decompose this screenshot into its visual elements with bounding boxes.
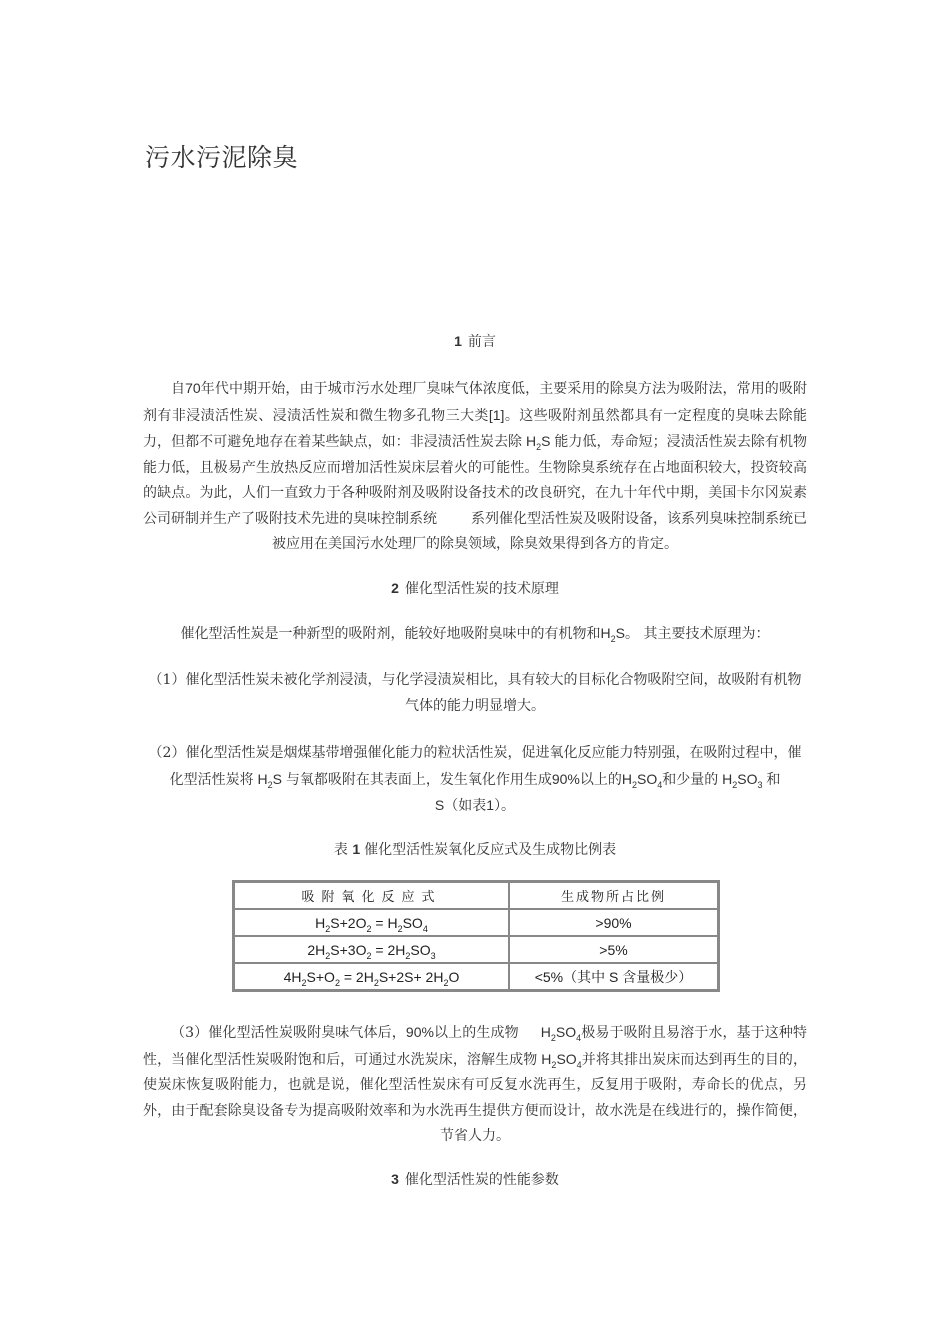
ratio-cell: >5% [509,936,718,963]
principle-2: （2）催化型活性炭是烟煤基带增强催化能力的粒状活性炭，促进氧化反应能力特别强，在吸附过程中，催化型活性炭将 $H_2S$ 与氧都吸附在其表面上，发生氧化作用生成90%以上的$H_2SO_4$和少量的 $H_2SO_3$ 和 S（如表1）。 [148,745,802,814]
ratio-cell: >90% [509,909,718,936]
table-row [234,963,718,990]
table-header-row [234,882,718,909]
table-header-cell: 生成物所占比例 [509,882,718,909]
principle-1: （1）催化型活性炭未被化学剂浸渍，与化学浸渍炭相比，具有较大的目标化合物吸附空间，故吸附有机物气体的能力明显增大。 [148,672,802,714]
formula-h2so3: $H_2SO_3$ [718,770,763,790]
table-row [234,936,718,963]
formula-h2so4: $H_2SO_4$ [621,770,663,790]
formula-h2so4: $H_2SO_4$ [540,1024,582,1043]
section-heading-2 [0,578,950,598]
section-heading-1 [0,331,950,351]
page-title: 污水污泥除臭 [145,143,299,172]
table-header-cell: 吸附氧化反应式 [234,882,509,909]
reaction-formula: $4H_2S+O_2 = 2H_2S+2S+ 2H_2O$ [234,963,509,990]
table-caption: 表 1 催化型活性炭氧化反应式及生成物比例表 [333,841,617,858]
section-number: 1 [454,333,462,349]
reaction-table [232,880,720,992]
formula-h2s: $H_2S$ [253,770,286,790]
principle-intro: 催化型活性炭是一种新型的吸附剂，能较好地吸附臭味中的有机物和$H_2S$。 其主要技术原理为： [180,625,770,644]
principle-3: （3）催化型活性炭吸附臭味气体后，90%以上的生成物 $H_2SO_4$极易于吸附且易溶于水，基于这种特性，当催化型活性炭吸附饱和后，可通过水洗炭床，溶解生成物 $H_2SO_4$并将其排出炭床而达到再生的目的，使炭床恢复吸附能力，也就是说，催化型活性炭床有可反复水洗再生，反复用于吸附，寿命长的优点，另外，由于配套除臭设备专为提高吸附效率和为水洗再生提供方便而设计，故水洗是在线进行的，操作简便，节省人力。 [143,1024,808,1144]
section-heading-3 [0,1169,950,1189]
reaction-formula: $H_2S+2O_2 = H_2SO_4$ [234,909,509,936]
section-title: 催化型活性炭的性能参数 [404,1172,559,1188]
formula-h2s: $H_2S$ [600,625,626,644]
section-number: 3 [391,1171,399,1187]
section-title: 前言 [467,334,496,350]
formula-h2s: $H_2S$ [522,433,555,452]
table-row [234,909,718,936]
ratio-cell: <5%（其中 S 含量极少） [509,963,718,990]
formula-h2so4: $H_2SO_4$ [537,1050,582,1070]
section-number: 2 [391,580,399,596]
reaction-formula: $2H_2S+3O_2 = 2H_2SO_3$ [234,936,509,963]
section-title: 催化型活性炭的技术原理 [404,581,559,597]
intro-paragraph: 自70年代中期开始，由于城市污水处理厂臭味气体浓度低，主要采用的除臭方法为吸附法，常用的吸附剂有非浸渍活性炭、浸渍活性炭和微生物多孔物三大类[1]。这些吸附剂虽然都具有一定程度的臭味去除能力，但都不可避免地存在着某些缺点，如：非浸渍活性炭去除 $H_2S$ 能力低，寿命短；浸渍活性炭去除有机物能力低，且极易产生放热反应而增加活性炭床层着火的可能性。生物除臭系统存在占地面积较大，投资较高的缺点。为此，人们一直致力于各种吸附剂及吸附设备技术的改良研究，在九十年代中期，美国卡尔冈炭素公司研制并生产了吸附技术先进的臭味控制系统 系列催化型活性炭及吸附设备，该系列臭味控制系统已被应用在美国污水处理厂的除臭领域，除臭效果得到各方的肯定。 [143,380,808,552]
